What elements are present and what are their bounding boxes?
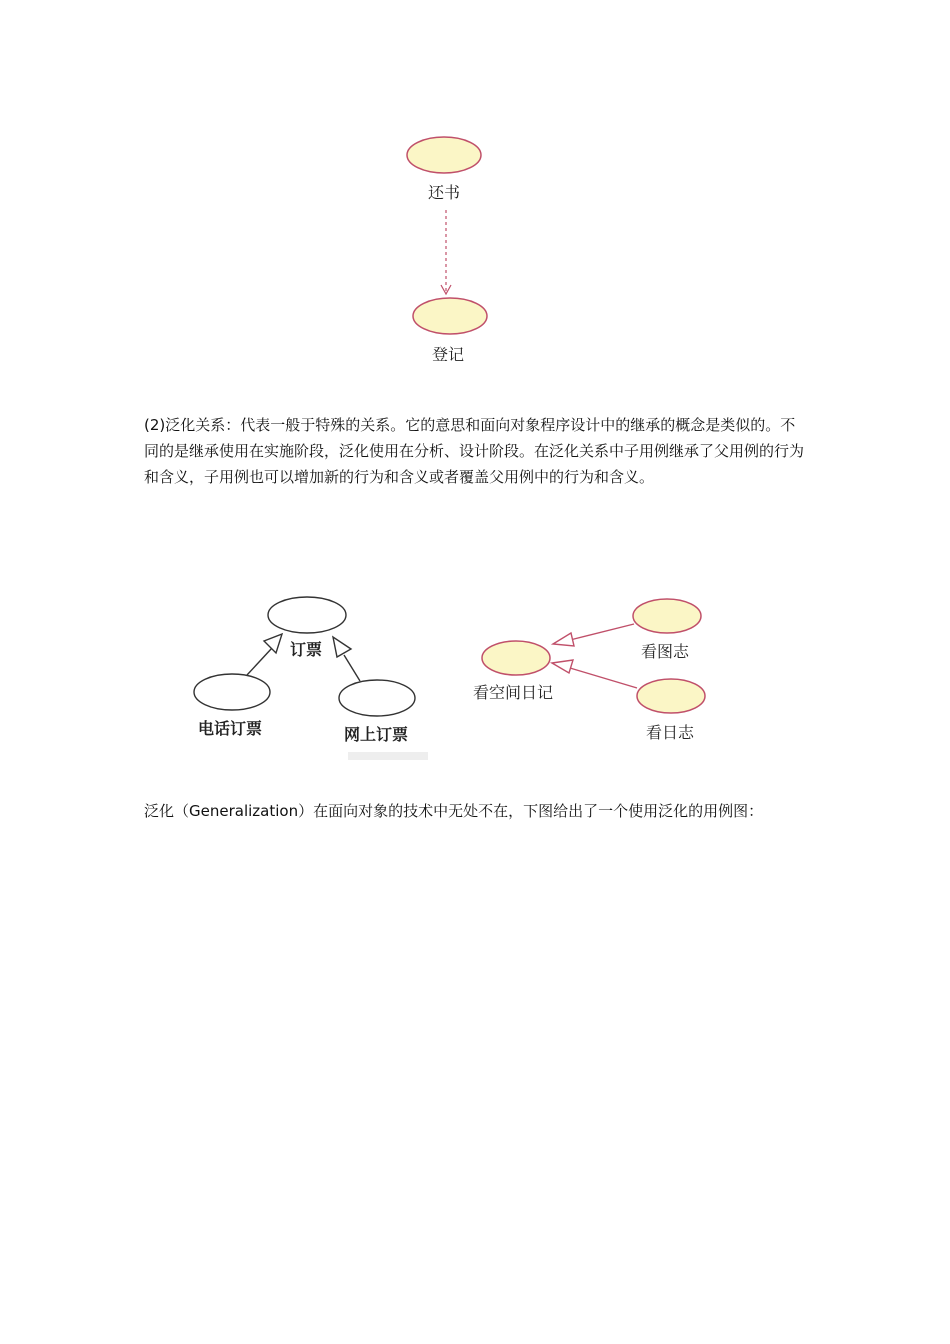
use-case-phone-ticket [194,674,270,710]
paragraph-body-2: ）在面向对象的技术中无处不在，下图给出了一个使用泛化的用例图： [298,802,764,820]
use-case-book-ticket-label: 订票 [289,640,323,659]
paragraph-prefix: (2) [144,416,166,434]
paragraph-body: 泛化关系：代表一般于特殊的关系。它的意思和面向对象程序设计中的继承的概念是类似的。不同的是继承使用在实施阶段，泛化使用在分析、设计阶段。在泛化关系中子用例继承了父用例的行为和含义，子用例也可以增加新的行为和含义或者覆盖父用例中的行为和含义。 [144,416,805,486]
use-case-view-diary [482,641,550,675]
use-case-return-book-label: 还书 [427,183,461,202]
use-case-view-photo-log-label: 看图志 [640,642,690,661]
use-case-return-book [407,137,481,173]
use-case-online-ticket [339,680,415,716]
use-case-view-diary-label: 看空间日记 [472,683,554,702]
paragraph-lead: 泛化（ [144,802,190,820]
diary-diagram [473,599,705,742]
paragraph-term: Generalization [189,802,299,820]
include-diagram [407,137,487,364]
use-case-view-log-label: 看日志 [645,723,695,742]
paragraph-generalization-usage [144,798,810,824]
use-case-phone-ticket-label: 电话订票 [197,719,263,738]
diary-generalization-head-bottom [552,660,573,673]
use-case-online-ticket-label: 网上订票 [343,725,409,744]
diary-generalization-line-bottom [570,668,637,688]
ticket-diagram [178,590,428,760]
scan-shadow [348,752,428,760]
use-case-register-label: 登记 [431,345,465,364]
use-case-book-ticket [268,597,346,633]
use-case-view-photo-log [633,599,701,633]
diary-generalization-head-top [553,633,574,646]
use-case-register [413,298,487,334]
diary-generalization-line-top [570,624,634,640]
paragraph-generalization-intro [144,412,810,490]
use-case-view-log [637,679,705,713]
